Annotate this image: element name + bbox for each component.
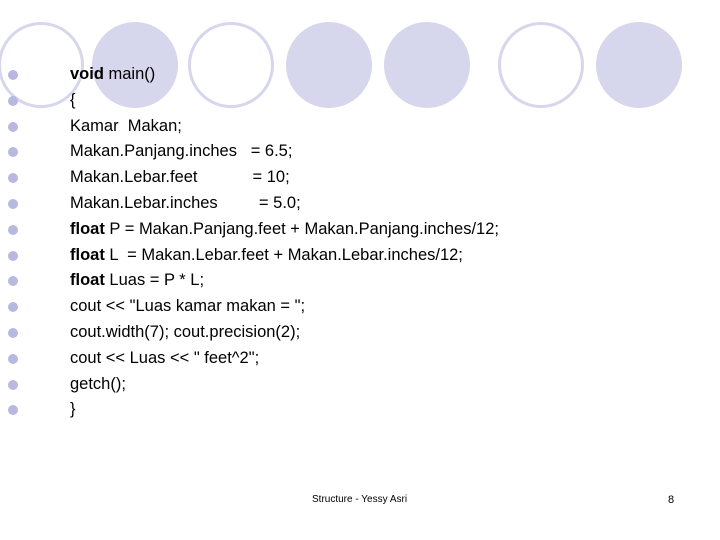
bullet-icon <box>8 173 18 183</box>
code-text: { <box>70 90 76 109</box>
code-line <box>8 217 499 243</box>
bullet-icon <box>8 380 18 390</box>
keyword: float <box>70 271 105 290</box>
bullet-icon <box>8 354 18 364</box>
code-text: getch(); <box>70 374 126 393</box>
code-line <box>8 62 499 88</box>
code-line <box>8 191 499 217</box>
bullet-icon <box>8 405 18 415</box>
code-line <box>8 114 499 140</box>
code-text: Luas = P * L; <box>104 271 205 290</box>
bullet-icon <box>8 147 18 157</box>
bullet-icon <box>8 225 18 235</box>
code-line <box>8 372 499 398</box>
code-line <box>8 268 499 294</box>
code-text: main() <box>103 65 156 83</box>
keyword: float <box>70 245 105 264</box>
footer-text: Structure - Yessy Asri <box>312 494 408 505</box>
keyword: void <box>70 65 104 83</box>
code-line <box>8 346 499 372</box>
code-line <box>8 397 499 423</box>
bullet-icon <box>8 328 18 338</box>
page-number: 8 <box>668 494 675 506</box>
code-text: cout << "Luas kamar makan = "; <box>70 297 306 316</box>
code-line <box>8 294 499 320</box>
code-text: cout << Luas << " feet^2"; <box>70 348 260 367</box>
code-text: cout.width(7); cout.precision(2); <box>70 322 301 341</box>
code-text: Kamar Makan; <box>70 116 182 135</box>
code-text: } <box>70 400 76 419</box>
code-text: Makan.Lebar.feet = 10; <box>70 168 290 187</box>
bullet-icon <box>8 199 18 209</box>
code-text: Makan.Panjang.inches = 6.5; <box>70 142 293 161</box>
code-line <box>8 243 499 269</box>
decor-circle-filled <box>596 22 682 108</box>
code-listing <box>8 62 499 423</box>
bullet-icon <box>8 96 18 106</box>
code-text: L = Makan.Lebar.feet + Makan.Lebar.inches/12; <box>104 245 463 264</box>
decor-circle-ring <box>498 22 584 108</box>
code-line <box>8 139 499 165</box>
bullet-icon <box>8 122 18 132</box>
code-line <box>8 320 499 346</box>
code-line <box>8 88 499 114</box>
bullet-icon <box>8 251 18 261</box>
keyword: float <box>70 219 105 238</box>
bullet-icon <box>8 302 18 312</box>
code-text: P = Makan.Panjang.feet + Makan.Panjang.inches/12; <box>104 219 499 238</box>
bullet-icon <box>8 70 18 80</box>
code-text: Makan.Lebar.inches = 5.0; <box>70 193 301 212</box>
bullet-icon <box>8 276 18 286</box>
code-line <box>8 165 499 191</box>
